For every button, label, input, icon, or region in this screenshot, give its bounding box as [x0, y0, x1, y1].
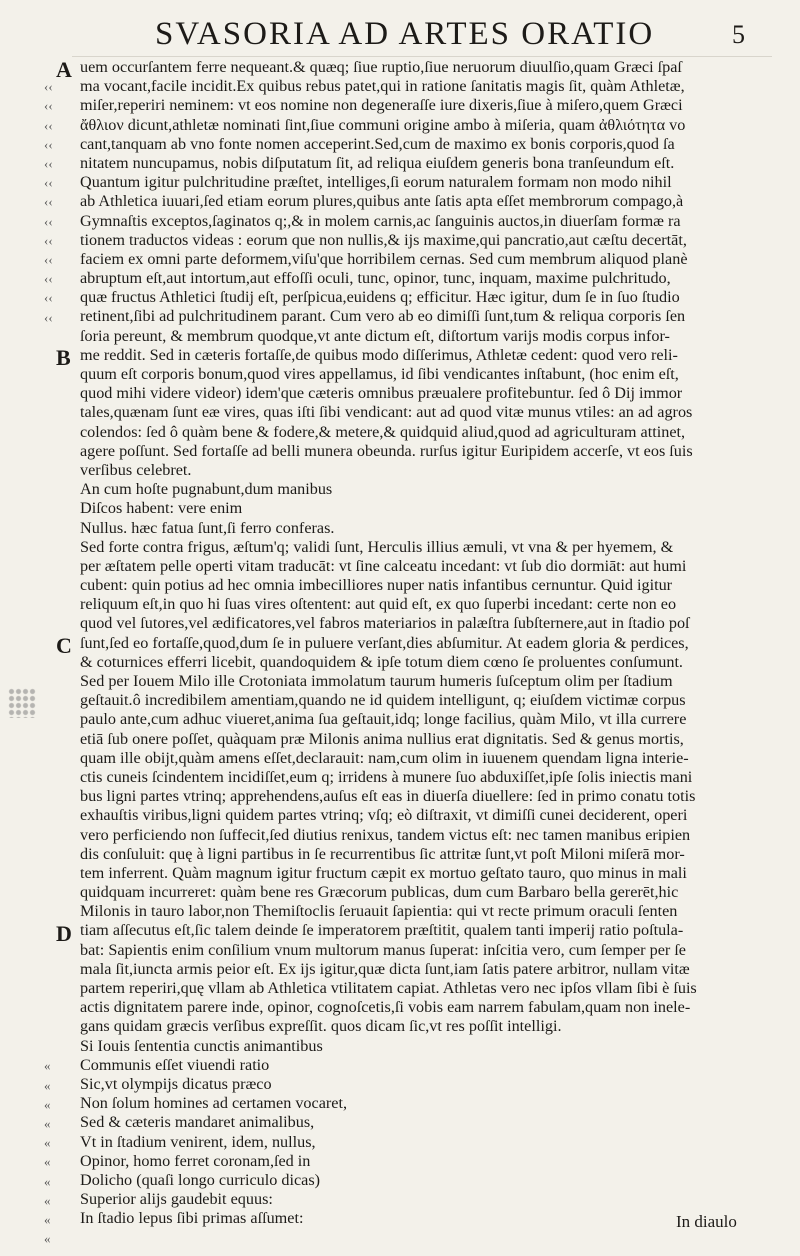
text-line: etiā ſub onere poſſet, quàquam præ Milonis anima nullius erat dignitatis. Sed & genus mortis, [80, 729, 684, 748]
text-line: reliquum eſt,in quo hi ſuas vires oſtentent: aut quid eſt, ex quo ſuperbi incedant: certe non eo [80, 595, 677, 614]
margin-quote-mark: ‹‹ [44, 252, 53, 267]
text-line: retinent,ſibi ad pulchritudinem parant. Cum vero ab eo dimiſſi ſunt,tum & reliqua corporis ſen [80, 307, 686, 326]
text-line: dis conſuluit: quę à ligni partibus in ſe recurrentibus ſic attritæ ſunt,vt poſt Miloni miſerā mor- [80, 844, 685, 863]
margin-quote-mark: « [44, 1173, 51, 1189]
text-line: Superior alijs gaudebit equus: [80, 1190, 273, 1209]
text-line: partem reperiri,quę vllam ab Athletica vtilitatem capiat. Athletas vero nec ipſos vllam ſibi è ſuis [80, 979, 697, 997]
text-line: tiam aſſecutus eſt,ſic talem deinde ſe imperatorem præſtitit, qualem tanti imperij ratio poſtula- [80, 921, 684, 940]
margin-quote-mark: ‹‹ [44, 232, 53, 248]
text-line: paulo ante,cum adhuc viueret,anima ſua geſtauit,idq; longe facilius, quàm Milo, vt illa currere [80, 710, 687, 729]
text-line: ab Athletica iuuari,ſed etiam eorum plures,quibus ante ſatis apta eſſet membrorum compago,à [80, 192, 684, 211]
text-line: quod vel ſutores,vel ædificatores,vel fabros materiarios in palæſtra ſubſternere,aut in ſtadio poſ [80, 614, 690, 633]
margin-quote-mark: « [44, 1116, 51, 1131]
margin-quote-mark: « [44, 1058, 51, 1074]
text-line: miſer,reperiri neminem: vt eos nomine non degeneraſſe iure dixeris,ſiue à miſero,quem Græci [80, 96, 683, 115]
text-line: quidquam incurreret: quàm bene res Græcorum publicas, dum cum Barbaro bella gererēt,hic [80, 883, 679, 902]
text-line: Diſcos habent: vere enim [80, 499, 243, 518]
text-line: An cum hoſte pugnabunt,dum manibus [80, 480, 333, 499]
text-line: verſibus celebret. [80, 460, 192, 479]
margin-quote-mark: « [44, 1231, 51, 1247]
text-line: Sic,vt olympijs dicatus præco [80, 1074, 272, 1093]
text-line: Si Iouis ſententia cunctis animantibus [80, 1036, 323, 1055]
text-line: bat: Sapientis enim conſilium vnum multorum manus ſuperat: inſcitia vero, cum ſemper per ſe [80, 940, 686, 959]
text-line: bus ligni partes vtrinq; apprehendens,auſus eſt eas in diuerſa diuellere: ſed in primo conatu totis [80, 787, 696, 806]
text-line: quum eſt corporis bonum,quod vires appellamus, id ſibi vendicantes inſtabunt, (hoc enim eſt, [80, 365, 679, 383]
text-line: cubent: quin potius ad hec omnia imbecilliores nuper natis infantibus cernuntur. Quid igitur [80, 576, 673, 595]
text-line: ſoria pereunt, & membrum quodque,vt ante dictum eſt, diſtortum varijs modis corpus infor- [80, 326, 670, 345]
margin-quote-mark: « [44, 1096, 51, 1112]
text-line: Quantum igitur pulchritudine præſtet, intelliges,ſi eorum naturalem formam non modo nihil [80, 173, 672, 192]
text-line: quæ fructus Athletici ſtudij eſt, perſpicua,euidens q; efficitur. Hæc igitur, dum ſe in ſuo ſtudio [80, 288, 680, 307]
section-letter-b: B [56, 345, 71, 370]
margin-quote-mark: ‹‹ [44, 98, 53, 114]
margin-quote-mark: « [44, 1135, 51, 1151]
text-line: uem occurſantem ferre nequeant.& quæq; ſiue ruptio,ſiue neruorum diuulſio,quam Græci ſpaſ [80, 58, 682, 76]
text-line: ſunt,ſed eo fortaſſe,quod,dum ſe in puluere verſant,dies abſumitur. At eadem gloria & perdices, [80, 633, 689, 652]
text-line: Nullus. hæc fatua ſunt,ſi ferro conferas. [80, 518, 335, 537]
text-line: colendos: ſed ô quàm bene & fodere,& metere,& quidquid aliud,quod ad agriculturam attinet, [80, 422, 686, 441]
margin-quote-mark: ‹‹ [44, 194, 53, 210]
margin-quote-mark: ‹‹ [44, 213, 53, 229]
margin-quote-mark: ‹‹ [44, 309, 53, 325]
margin-quote-mark: « [44, 1077, 51, 1093]
text-line: tem inferrent. Quàm magnum igitur fructum cæpit ex mortuo geſtato tauro, quo minus in mali [80, 863, 687, 882]
margin-quote-mark: ‹‹ [44, 175, 53, 191]
text-line: mala ſit,iuncta armis peior eſt. Ex ijs igitur,quæ dicta ſunt,iam ſatis patere arbitror, nullam vitæ [80, 959, 690, 978]
page-title: SVASORIA AD ARTES ORATIO [155, 16, 655, 52]
text-line: Non ſolum homines ad certamen vocaret, [80, 1094, 348, 1113]
text-line: agere poſſunt. Sed fortaſſe ad belli munera obeunda. rurſus igitur Euripidem accerſe, vt eos ſuis [80, 441, 693, 460]
text-line: abruptum eſt,aut intortum,aut effoſſi oculi, tunc, opinor, tunc, inquam, maxime pulchritudo, [80, 269, 671, 288]
text-line: Gymnaſtis exceptos,ſaginatos q;,& in molem carnis,ac ſanguinis auctos,in diuerſam formæ ra [80, 211, 681, 230]
text-line: quam ille obijt,quàm amens eſſet,declarauit: nam,cum olim in iuuenem quendam ligna interie- [80, 748, 689, 767]
text-line: ma vocant,facile incidit.Ex quibus rebus patet,qui in ratione ſanitatis magis ſit, quàm Athletæ, [80, 77, 685, 96]
header-rule [72, 56, 772, 57]
margin-quote-mark: ‹‹ [44, 117, 53, 133]
running-header [0, 14, 800, 54]
body-text [80, 58, 770, 1228]
text-line: faciem ex omni parte deformem,viſu'que horribilem cernas. Sed cum membrum aliquod planè [80, 249, 688, 268]
margin-quote-mark: ‹‹ [44, 271, 53, 287]
margin-quote-mark: ‹‹ [44, 156, 53, 171]
ink-smudge [8, 688, 36, 718]
text-line: cant,tanquam ab vno fonte nomen acceperint.Sed,cum de maximo ex bonis corporis,quod ſa [80, 134, 675, 153]
text-line: Milonis in tauro labor,non Themiſtoclis ſeruauit ſapientia: qui vt recte primum oraculi ſenten [80, 902, 678, 921]
text-line: ctis cuneis ſcindentem incidiſſet,eum q; irridens à munere ſuo abduxiſſet,ipſe ſolis iniectis mani [80, 767, 693, 786]
text-line: quod mihi videre videor) idem'que cæteris omnibus præualere profitebuntur. ſed ô Dij immor [80, 384, 683, 403]
text-line: tionem traductos videas : eorum que non nullis,& ijs maxime,qui pancratio,aut cæſtu decertāt, [80, 230, 687, 249]
margin-quote-mark: « [44, 1212, 51, 1227]
margin-quote-mark: ‹‹ [44, 79, 53, 95]
text-line: geſtauit.ô incredibilem amentiam,quando ne id quidem intelligunt, q; eiuſdem victimæ corpus [80, 691, 686, 710]
text-line: Opinor, homo ferret coronam,ſed in [80, 1151, 311, 1170]
text-line: actis dignitatem parere inde, opinor, cognoſcetis,ſi vobis eam narrem fabulam,quam non inele- [80, 998, 691, 1017]
text-line: vero perficiendo non ſuffecit,ſed diutius renixus, tandem victus eſt: nec tamen manibus eripien [80, 825, 691, 844]
text-line: & coturnices efferri licebit, quandoquidem & ipſe totum diem cœno ſe proluentes conſumunt. [80, 652, 683, 671]
text-line: In ſtadio lepus ſibi primas aſſumet: [80, 1209, 304, 1228]
page-number: 5 [732, 20, 745, 49]
section-letter-d: D [56, 921, 72, 946]
text-line: Sed & cæteris mandaret animalibus, [80, 1113, 315, 1132]
text-line: me reddit. Sed in cæteris fortaſſe,de quibus modo diſſerimus, Athletæ cedent: quod vero reli- [80, 345, 678, 364]
section-letter-a: A [56, 57, 72, 82]
text-line: Vt in ſtadium venirent, idem, nullus, [80, 1132, 316, 1151]
text-line: gans quidam græcis verſibus expreſſit. quos dicam ſic,vt res poſſit intelligi. [80, 1017, 562, 1036]
text-line: Dolicho (quaſi longo curriculo dicas) [80, 1170, 321, 1189]
margin-quote-mark: « [44, 1192, 51, 1208]
text-line: ἄθλιον dicunt,athletæ nominati ſint,ſiue communi origine ambo à miſeria, quam ἀθλιότητα vo [80, 115, 686, 134]
text-line: Communis eſſet viuendi ratio [80, 1055, 270, 1074]
catchword: In diaulo [676, 1212, 737, 1231]
text-line: nitatem nuncupamus, nobis diſputatum ſit, ad reliqua eiuſdem generis bona tranſeundum eſt. [80, 153, 675, 172]
text-line: Sed per Iouem Milo ille Crotoniata immolatum taurum humeris ſuſceptum olim per ſtadium [80, 672, 673, 690]
text-line: exhauſtis viribus,ligni quidem partes vtrinq; vſq; eò diſtraxit, vt dimiſſi cunei deciderent, operi [80, 806, 688, 825]
margin-quote-mark: ‹‹ [44, 290, 53, 306]
text-line: per æſtatem pelle operti vitam traducāt: vt ſine calceatu incedant: vt ſub dio dormiāt: aut humi [80, 556, 687, 575]
margin-quote-mark: « [44, 1154, 51, 1170]
margin-quote-mark: ‹‹ [44, 136, 53, 152]
text-line: Sed forte contra frigus, æſtum'q; validi ſunt, Herculis illius æmuli, vt vna & per hyemem, & [80, 537, 674, 556]
text-line: tales,quænam ſunt eæ vires, quas iſti ſibi vendicant: aut ad quod vitæ munus vtiles: an ad agros [80, 403, 693, 422]
section-letter-c: C [56, 633, 72, 658]
